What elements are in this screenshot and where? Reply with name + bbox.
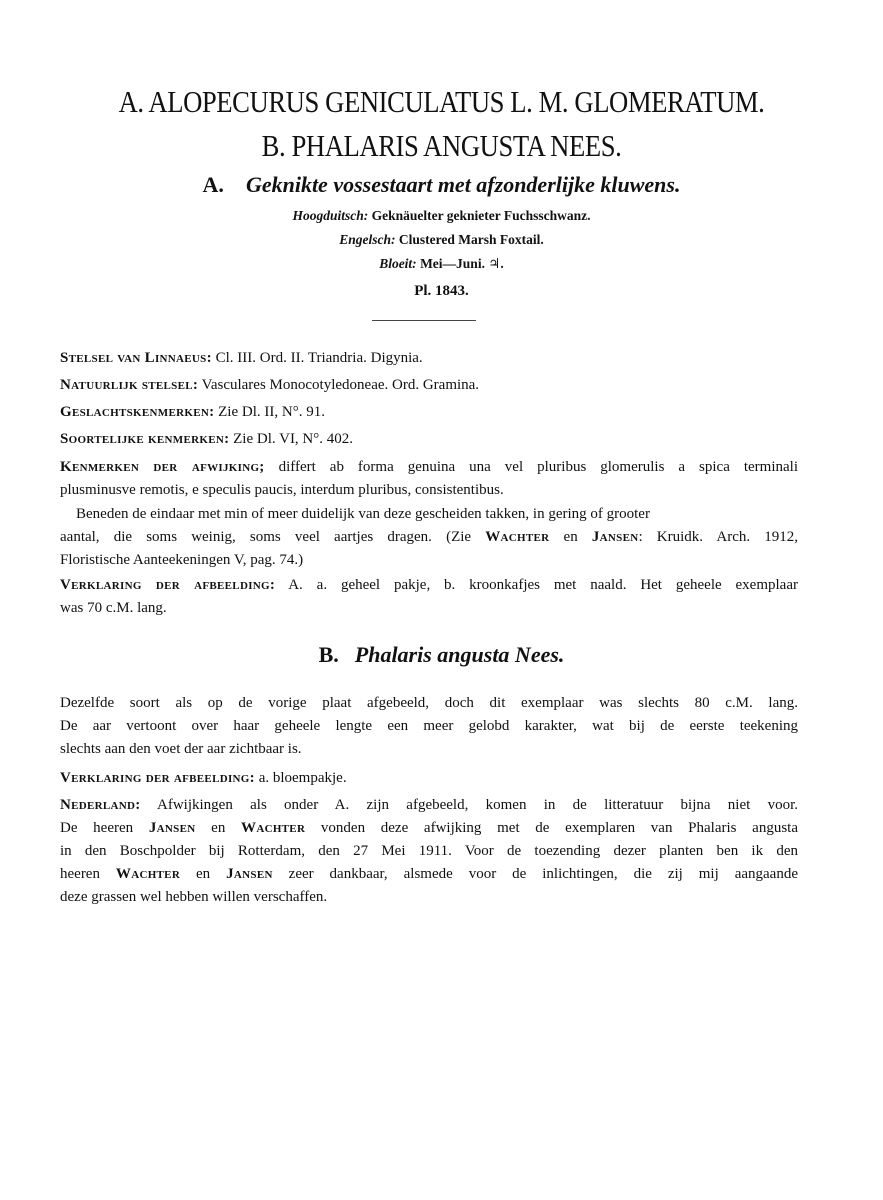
natural-system-line [60, 374, 798, 397]
meta-german-label: Hoogduitsch: [292, 208, 369, 223]
explanation-b [60, 767, 798, 790]
title-line-1: A. ALOPECURUS GENICULATUS L. M. GLOMERATUM. [118, 84, 765, 119]
subtitle [60, 172, 823, 198]
dutch-and: en [563, 529, 578, 545]
nl-line-3: in den Boschpolder bij Rotterdam, den 27 Mei 1911. Voor de toezending dezer planten ben ik den [60, 843, 798, 859]
explanation-b-label: Verklaring der afbeelding: [60, 770, 255, 786]
section-b-heading [60, 642, 823, 668]
species-label: Soortelijke kenmerken: [60, 431, 230, 447]
b-desc-line-2: De aar vertoont over haar geheele lengte een meer gelobd karakter, wat bij de eerste teekening [60, 718, 798, 734]
subtitle-letter: A. [202, 172, 224, 197]
genus-line [60, 401, 798, 424]
linnaeus-label: Stelsel van Linnaeus: [60, 350, 212, 366]
nl-line-1: Afwijkingen als onder A. zijn afgebeeld, komen in de litteratuur bijna niet voor. [157, 797, 798, 813]
meta-bloom-label: Bloeit: [379, 256, 417, 271]
natural-system-value: Vasculares Monocotyledoneae. Ord. Gramina. [201, 377, 480, 393]
species-line [60, 428, 798, 451]
meta-plate: Pl. 1843. [414, 283, 469, 299]
explanation-b-value: a. bloempakje. [258, 770, 347, 786]
nl-line-2b: en [211, 820, 226, 836]
nl-name-1: Jansen [148, 820, 196, 836]
dutch-line-1: Beneden de eindaar met min of meer duidelijk van deze gescheiden takken, in gering of grooter [76, 506, 650, 522]
nl-name-4: Jansen [226, 866, 273, 882]
genus-label: Geslachtskenmerken: [60, 404, 215, 420]
netherlands-label: Nederland: [60, 797, 141, 813]
netherlands-paragraph [60, 794, 798, 909]
dutch-description [60, 503, 798, 572]
dutch-line-2a: aantal, die soms weinig, soms veel aartjes dragen. (Zie [60, 529, 472, 545]
meta-german-value: Geknäuelter geknieter Fuchsschwanz. [371, 208, 591, 223]
subtitle-text: Geknikte vossestaart met afzonderlijke kluwens. [245, 172, 681, 197]
species-value: Zie Dl. VI, N°. 402. [233, 431, 354, 447]
genus-value: Zie Dl. II, N°. 91. [218, 404, 325, 420]
deviation-line-2: plusminusve remotis, e speculis paucis, interdum pluribus, consistentibus. [60, 482, 504, 498]
linnaeus-value: Cl. III. Ord. II. Triandria. Digynia. [215, 350, 423, 366]
nl-line-4a: heeren [60, 866, 100, 882]
linnaeus-line [60, 347, 798, 370]
b-desc-line-3: slechts aan den voet der aar zichtbaar is. [60, 741, 302, 757]
nl-name-3: Wachter [115, 866, 181, 882]
explanation-a-line-1: A. a. geheel pakje, b. kroonkafjes met naald. Het geheele exemplaar [288, 577, 798, 593]
section-b-description [60, 692, 798, 761]
nl-line-2c: vonden deze afwijking met de exemplaren van Phalaris angusta [320, 820, 799, 836]
meta-english-value: Clustered Marsh Foxtail. [398, 232, 544, 247]
section-b-title: Phalaris angusta Nees. [354, 642, 565, 667]
title-line-2: B. PHALARIS ANGUSTA NEES. [261, 128, 622, 163]
section-b-letter: B. [318, 642, 339, 667]
natural-system-label: Natuurlijk stelsel: [60, 377, 199, 393]
explanation-a [60, 574, 798, 620]
explanation-a-line-2: was 70 c.M. lang. [60, 600, 167, 616]
dutch-author-2: Jansen [591, 529, 639, 545]
meta-english [60, 232, 823, 248]
section-divider [372, 320, 476, 321]
meta-bloom-value: Mei—Juni. ♃. [420, 256, 504, 271]
meta-bloom [60, 256, 823, 272]
nl-line-4c: zeer dankbaar, alsmede voor de inlichtingen, die zij mij aangaande [288, 866, 798, 882]
dutch-line-2b: : Kruidk. Arch. 1912, [638, 529, 799, 545]
nl-name-2: Wachter [241, 820, 306, 836]
dutch-author-1: Wachter [485, 529, 550, 545]
deviation-paragraph [60, 456, 798, 502]
b-desc-line-1: Dezelfde soort als op de vorige plaat afgebeeld, doch dit exemplaar was slechts 80 c.M. lang. [60, 695, 798, 711]
explanation-a-label: Verklaring der afbeelding: [60, 577, 276, 593]
nl-line-5: deze grassen wel hebben willen verschaffen. [60, 889, 328, 905]
nl-line-2a: De heeren [60, 820, 134, 836]
nl-line-4b: en [196, 866, 211, 882]
meta-german [60, 208, 823, 224]
meta-english-label: Engelsch: [339, 232, 396, 247]
dutch-line-3: Floristische Aanteekeningen V, pag. 74.) [60, 552, 304, 568]
deviation-label: Kenmerken der afwijking; [60, 459, 265, 475]
deviation-line-1: differt ab forma genuina una vel pluribus glomerulis a spica terminali [278, 459, 798, 475]
